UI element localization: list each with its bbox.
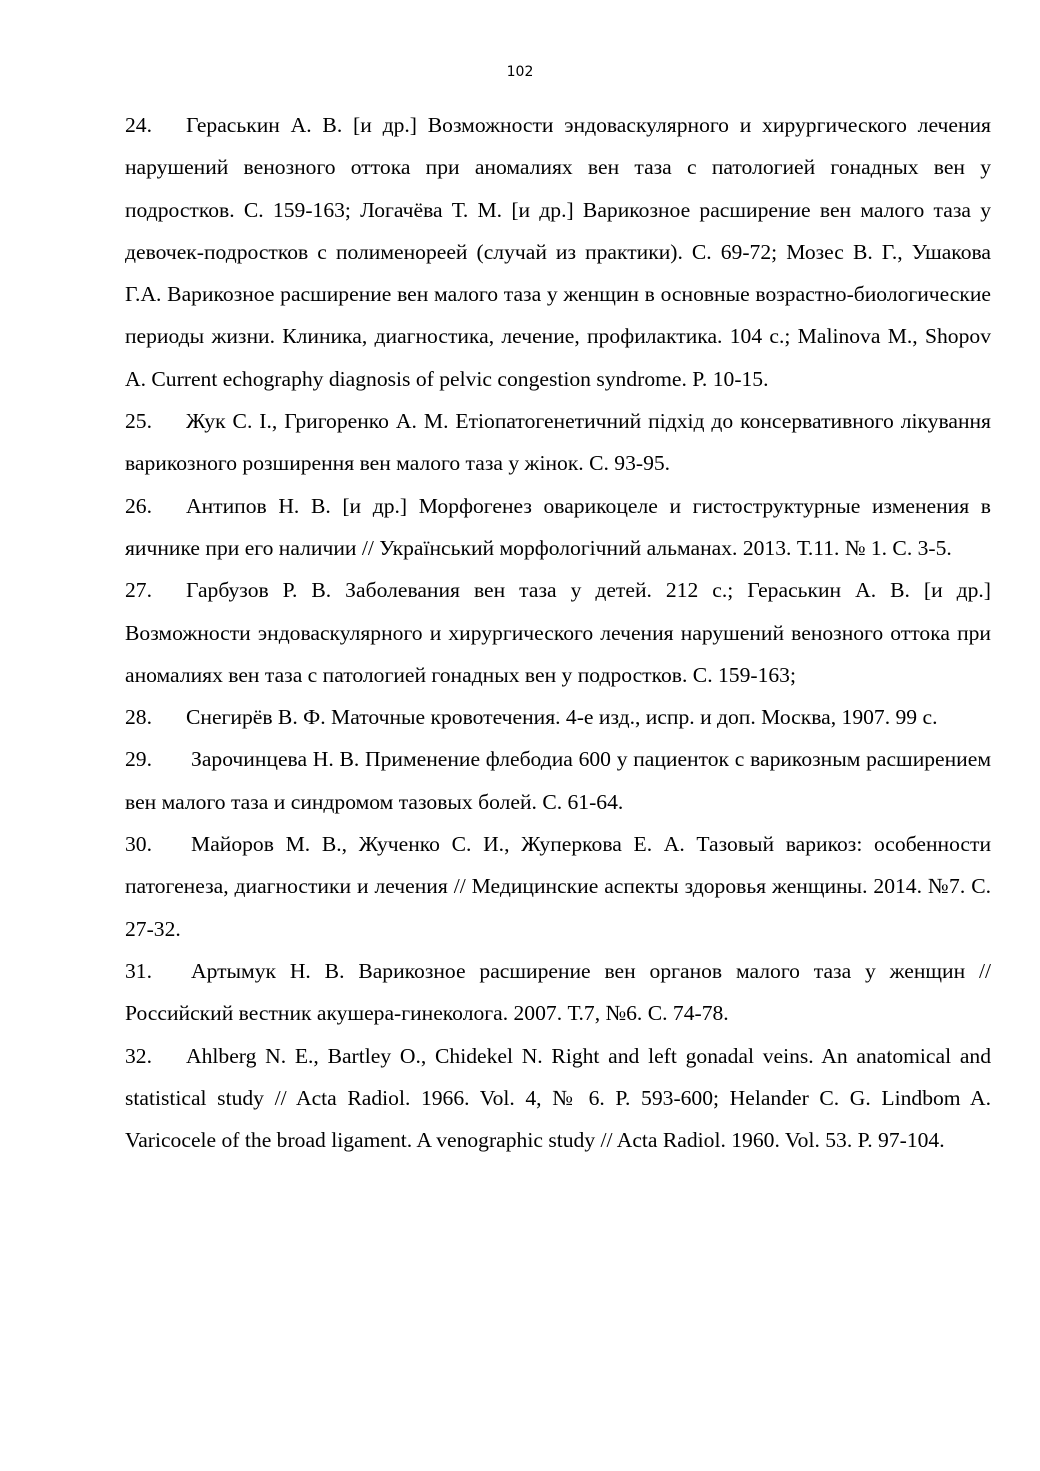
reference-item-26 [125,485,991,570]
reference-number: 31. [125,958,152,983]
reference-item-25 [125,400,991,485]
reference-text: Снегирёв В. Ф. Маточные кровотечения. 4-е изд., испр. и доп. Москва, 1907. 99 с. [186,705,938,730]
reference-number: 24. [125,113,152,137]
reference-number: 32. [125,1043,152,1068]
reference-number: 28. [125,705,152,730]
reference-item-27 [125,569,991,696]
reference-number: 25. [125,409,152,434]
reference-list [125,104,991,1161]
reference-number: 30. [125,832,152,857]
reference-item-32 [125,1035,991,1162]
reference-item-30 [125,823,991,950]
reference-text: Антипов Н. В. [и др.] Морфогенез оварикоцеле и гистоструктурные изменения в яичнике при его наличии // Український морфологічний альманах. 2013. Т.11. № 1. С. 3-5. [125,493,991,560]
page-number: 102 [506,64,534,80]
reference-text: Зарочинцева Н. В. Применение флебодиа 600 у пациенток с варикозным расширением вен малого таза и синдромом тазовых болей. С. 61-64. [125,747,991,814]
reference-item-29 [125,738,991,823]
reference-item-31 [125,950,991,1035]
reference-number: 26. [125,493,152,518]
reference-item-28 [125,696,991,738]
reference-text: Ahlberg N. E., Bartley O., Chidekel N. Right and left gonadal veins. An anatomical and statistical study // Acta Radiol. 1966. Vol. 4, № 6. P. 593-600; Helander C. G. Lindbom A. Varicocele of the broad ligament. A venographic study // Acta Radiol. 1960. Vol. 53. P. 97-104. [125,1043,991,1153]
reference-number: 27. [125,578,152,603]
reference-text: Гераськин А. В. [и др.] Возможности эндоваскулярного и хирургического лечения нарушений венозного оттока при аномалиях вен таза с патологией гонадных вен у подростков. С. 159-163; Логачёва Т. М. [и др.] Варикозное расширение вен малого таза у девочек-подростков с полименореей (случай из практики). С. 69-72; Мозес В. Г., Ушакова Г.А. Варикозное расширение вен малого таза у женщин в основные возрастно-биологические периоды жизни. Клиника, диагностика, лечение, профилактика. 104 с.; Malinova M., Shopov A. Current echography diagnosis of pelvic congestion syndrome. P. 10-15. [125,113,991,391]
reference-text: Майоров М. В., Жученко С. И., Жуперкова Е. А. Тазовый варикоз: особенности патогенеза, диагностики и лечения // Медицинские аспекты здоровья женщины. 2014. №7. С. 27-32. [125,832,991,941]
reference-text: Артымук Н. В. Варикозное расширение вен органов малого таза у женщин // Российский вестник акушера-гинеколога. 2007. Т.7, №6. С. 74-78. [125,958,991,1026]
reference-text: Жук С. І., Григоренко А. М. Етіопатогенетичний підхід до консервативного лікування варикозного розширення вен малого таза у жінок. С. 93-95. [125,409,991,476]
reference-number: 29. [125,747,152,772]
reference-text: Гарбузов Р. В. Заболевания вен таза у детей. 212 с.; Гераськин А. В. [и др.] Возможности эндоваскулярного и хирургического лечения нарушений венозного оттока при аномалиях вен таза с патологией гонадных вен у подростков. С. 159-163; [125,578,991,687]
reference-item-24 [125,104,991,400]
